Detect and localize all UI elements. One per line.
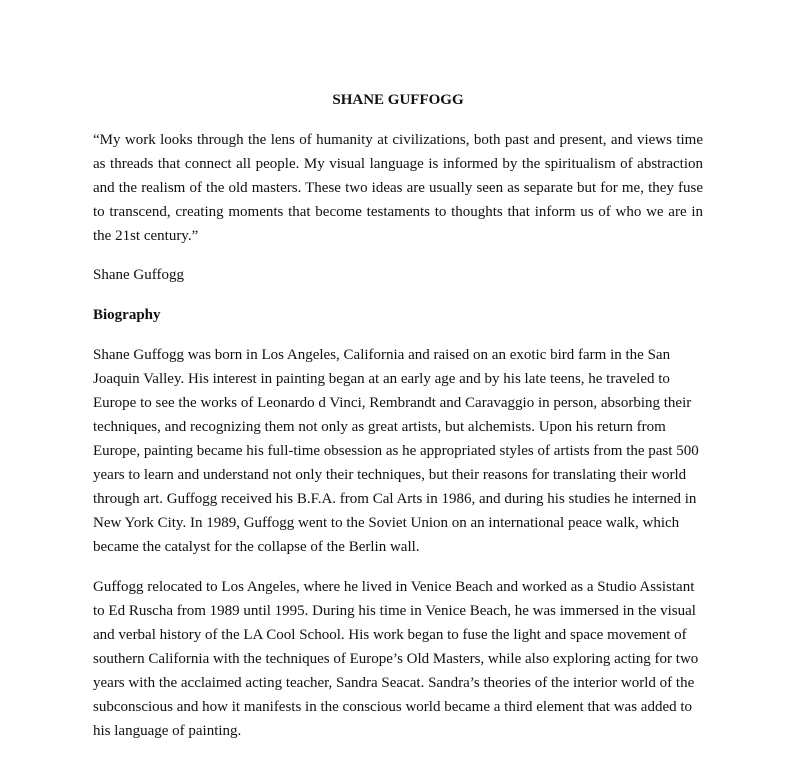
artist-quote: “My work looks through the lens of humanity at civilizations, both past and present, and views time as threads that connect all people. My visual language is informed by the spiritualism of abstraction and the realism of the old masters. These two ideas are usually seen as separate but for me, they fuse to transcend, creating moments that become testaments to thoughts that inform us of who we are in the 21st century.” (93, 132, 703, 244)
biography-heading: Biography (93, 307, 161, 323)
biography-paragraph-2: Guffogg relocated to Los Angeles, where he lived in Venice Beach and worked as a Studio Assistant to Ed Ruscha from 1989 until 1995. During his time in Venice Beach, he was immersed in the visual and verbal history of the LA Cool School. His work began to fuse the light and space movement of southern California with the techniques of Europe’s Old Masters, while also exploring acting for two years with the acclaimed acting teacher, Sandra Seacat. Sandra’s theories of the interior world of the subconscious and how it manifests in the conscious world became a third element that was added to his language of painting. (93, 579, 699, 739)
biography-paragraph-1: Shane Guffogg was born in Los Angeles, California and raised on an exotic bird farm in the San Joaquin Valley. His interest in painting began at an early age and by his late teens, he traveled to Europe to see the works of Leonardo d Vinci, Rembrandt and Caravaggio in person, absorbing their techniques, and recognizing them not only as great artists, but alchemists. Upon his return from Europe, painting became his full-time obsession as he appropriated styles of artists from the past 500 years to learn and understand not only their techniques, but their reasons for translating their world through art. Guffogg received his B.F.A. from Cal Arts in 1986, and during his studies he interned in New York City. In 1989, Guffogg went to the Soviet Union on an international peace walk, which became the catalyst for the collapse of the Berlin wall. (93, 347, 699, 555)
document-page (93, 90, 703, 759)
quote-attribution: Shane Guffogg (93, 267, 184, 283)
document-title: SHANE GUFFOGG (332, 92, 464, 108)
